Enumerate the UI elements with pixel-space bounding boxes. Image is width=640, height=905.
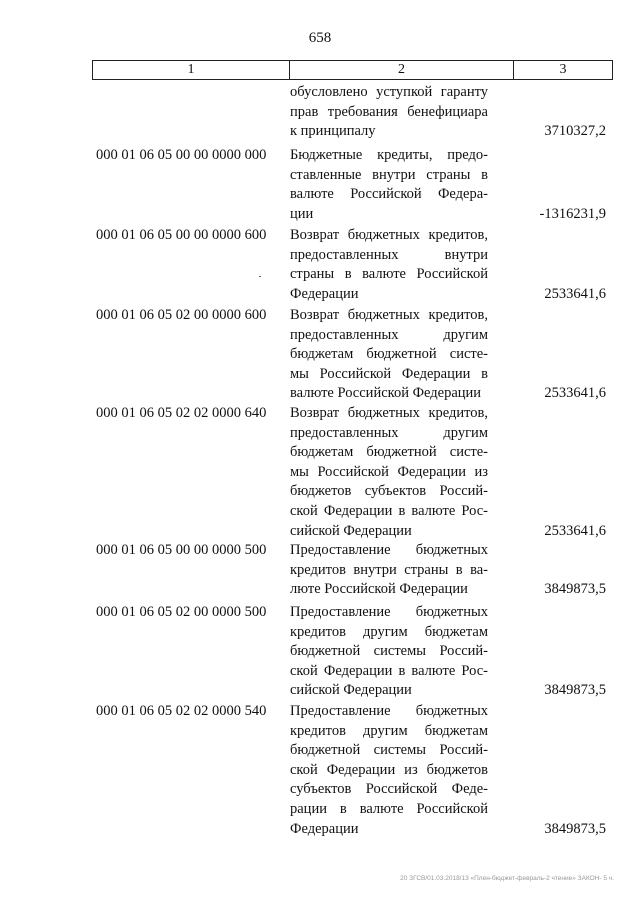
- description-line: сийской Федерации: [290, 682, 412, 699]
- page-number: 658: [308, 30, 332, 46]
- description-line: мы Российской Федерации в: [290, 365, 488, 382]
- description-line: прав требования бенефициара: [290, 103, 488, 120]
- description-line: сийской Федерации: [290, 522, 412, 539]
- description-line: субъектов Российской Феде-: [290, 781, 488, 798]
- description-line: Предоставление бюджетных: [290, 604, 488, 620]
- row-description: [290, 702, 488, 839]
- row-amount: -1316231,9: [539, 205, 606, 222]
- description-line: ставленные внутри страны в: [290, 166, 488, 183]
- description-line: кредитов другим бюджетам: [290, 722, 488, 739]
- description-line: Возврат бюджетных кредитов,: [290, 227, 488, 243]
- row-description: [290, 226, 488, 304]
- description-line: бюджетам бюджетной систе-: [290, 346, 488, 363]
- row-amount: 2533641,6: [544, 385, 606, 402]
- header-col-1: 1: [93, 61, 290, 79]
- row-amount: 3849873,5: [544, 581, 606, 598]
- description-line: ской Федерации в валюте Рос-: [290, 662, 488, 679]
- description-line: предоставленных другим: [290, 326, 488, 343]
- description-line: кредитов другим бюджетам: [290, 623, 488, 640]
- row-amount: 2533641,6: [544, 285, 606, 302]
- footer-note: 20 ЗГСВ/01.03.2018/13 «Плен-бюджет-февраль-2 чтение» ЗАКОН- 5 ч.: [400, 875, 614, 882]
- description-line: кредитов внутри страны в ва-: [290, 561, 488, 578]
- description-line: ции: [290, 205, 314, 222]
- header-col-3: 3: [559, 62, 567, 77]
- budget-code: 000 01 06 05 02 00 0000 600: [96, 307, 267, 323]
- description-line: предоставленных внутри: [290, 246, 488, 263]
- row-description: [290, 541, 488, 600]
- scan-speck: [259, 276, 261, 277]
- budget-code: 000 01 06 05 00 00 0000 600: [96, 227, 267, 243]
- budget-code: 000 01 06 05 00 00 0000 500: [96, 542, 267, 558]
- description-line: бюджетной системы Россий-: [290, 742, 488, 759]
- budget-code: 000 01 06 05 02 00 0000 500: [96, 604, 267, 620]
- header-col-2: 2: [290, 61, 514, 79]
- description-line: валюте Российской Федерации: [290, 385, 482, 402]
- budget-code: 000 01 06 05 00 00 0000 000: [96, 147, 267, 163]
- description-line: обусловлено уступкой гаранту: [290, 84, 488, 100]
- description-line: Возврат бюджетных кредитов,: [290, 405, 488, 421]
- row-description: [290, 146, 488, 224]
- description-line: Возврат бюджетных кредитов,: [290, 307, 488, 323]
- description-line: ской Федерации из бюджетов: [290, 761, 488, 778]
- description-line: бюджетной системы Россий-: [290, 643, 488, 660]
- row-description: [290, 404, 488, 541]
- row-description: [290, 83, 488, 142]
- row-amount: 3849873,5: [544, 682, 606, 699]
- description-line: бюджетам бюджетной систе-: [290, 444, 488, 461]
- table-header: [92, 60, 613, 80]
- row-amount: 3710327,2: [544, 123, 606, 140]
- row-description: [290, 306, 488, 404]
- row-description: [290, 603, 488, 701]
- description-line: Федерации: [290, 285, 359, 302]
- description-line: Предоставление бюджетных: [290, 703, 488, 719]
- description-line: мы Российской Федерации из: [290, 463, 488, 480]
- description-line: рации в валюте Российской: [290, 800, 488, 817]
- description-line: люте Российской Федерации: [290, 581, 468, 598]
- row-amount: 3849873,5: [544, 820, 606, 837]
- budget-code: 000 01 06 05 02 02 0000 540: [96, 703, 267, 719]
- description-line: ской Федерации в валюте Рос-: [290, 502, 488, 519]
- description-line: Бюджетные кредиты, предо-: [290, 147, 488, 163]
- description-line: Предоставление бюджетных: [290, 542, 488, 558]
- description-line: к принципалу: [290, 123, 376, 140]
- budget-code: 000 01 06 05 02 02 0000 640: [96, 405, 267, 421]
- description-line: страны в валюте Российской: [290, 266, 488, 283]
- description-line: бюджетов субъектов Россий-: [290, 483, 488, 500]
- description-line: Федерации: [290, 820, 359, 837]
- description-line: предоставленных другим: [290, 424, 488, 441]
- row-amount: 2533641,6: [544, 522, 606, 539]
- description-line: валюте Российской Федера-: [290, 186, 488, 203]
